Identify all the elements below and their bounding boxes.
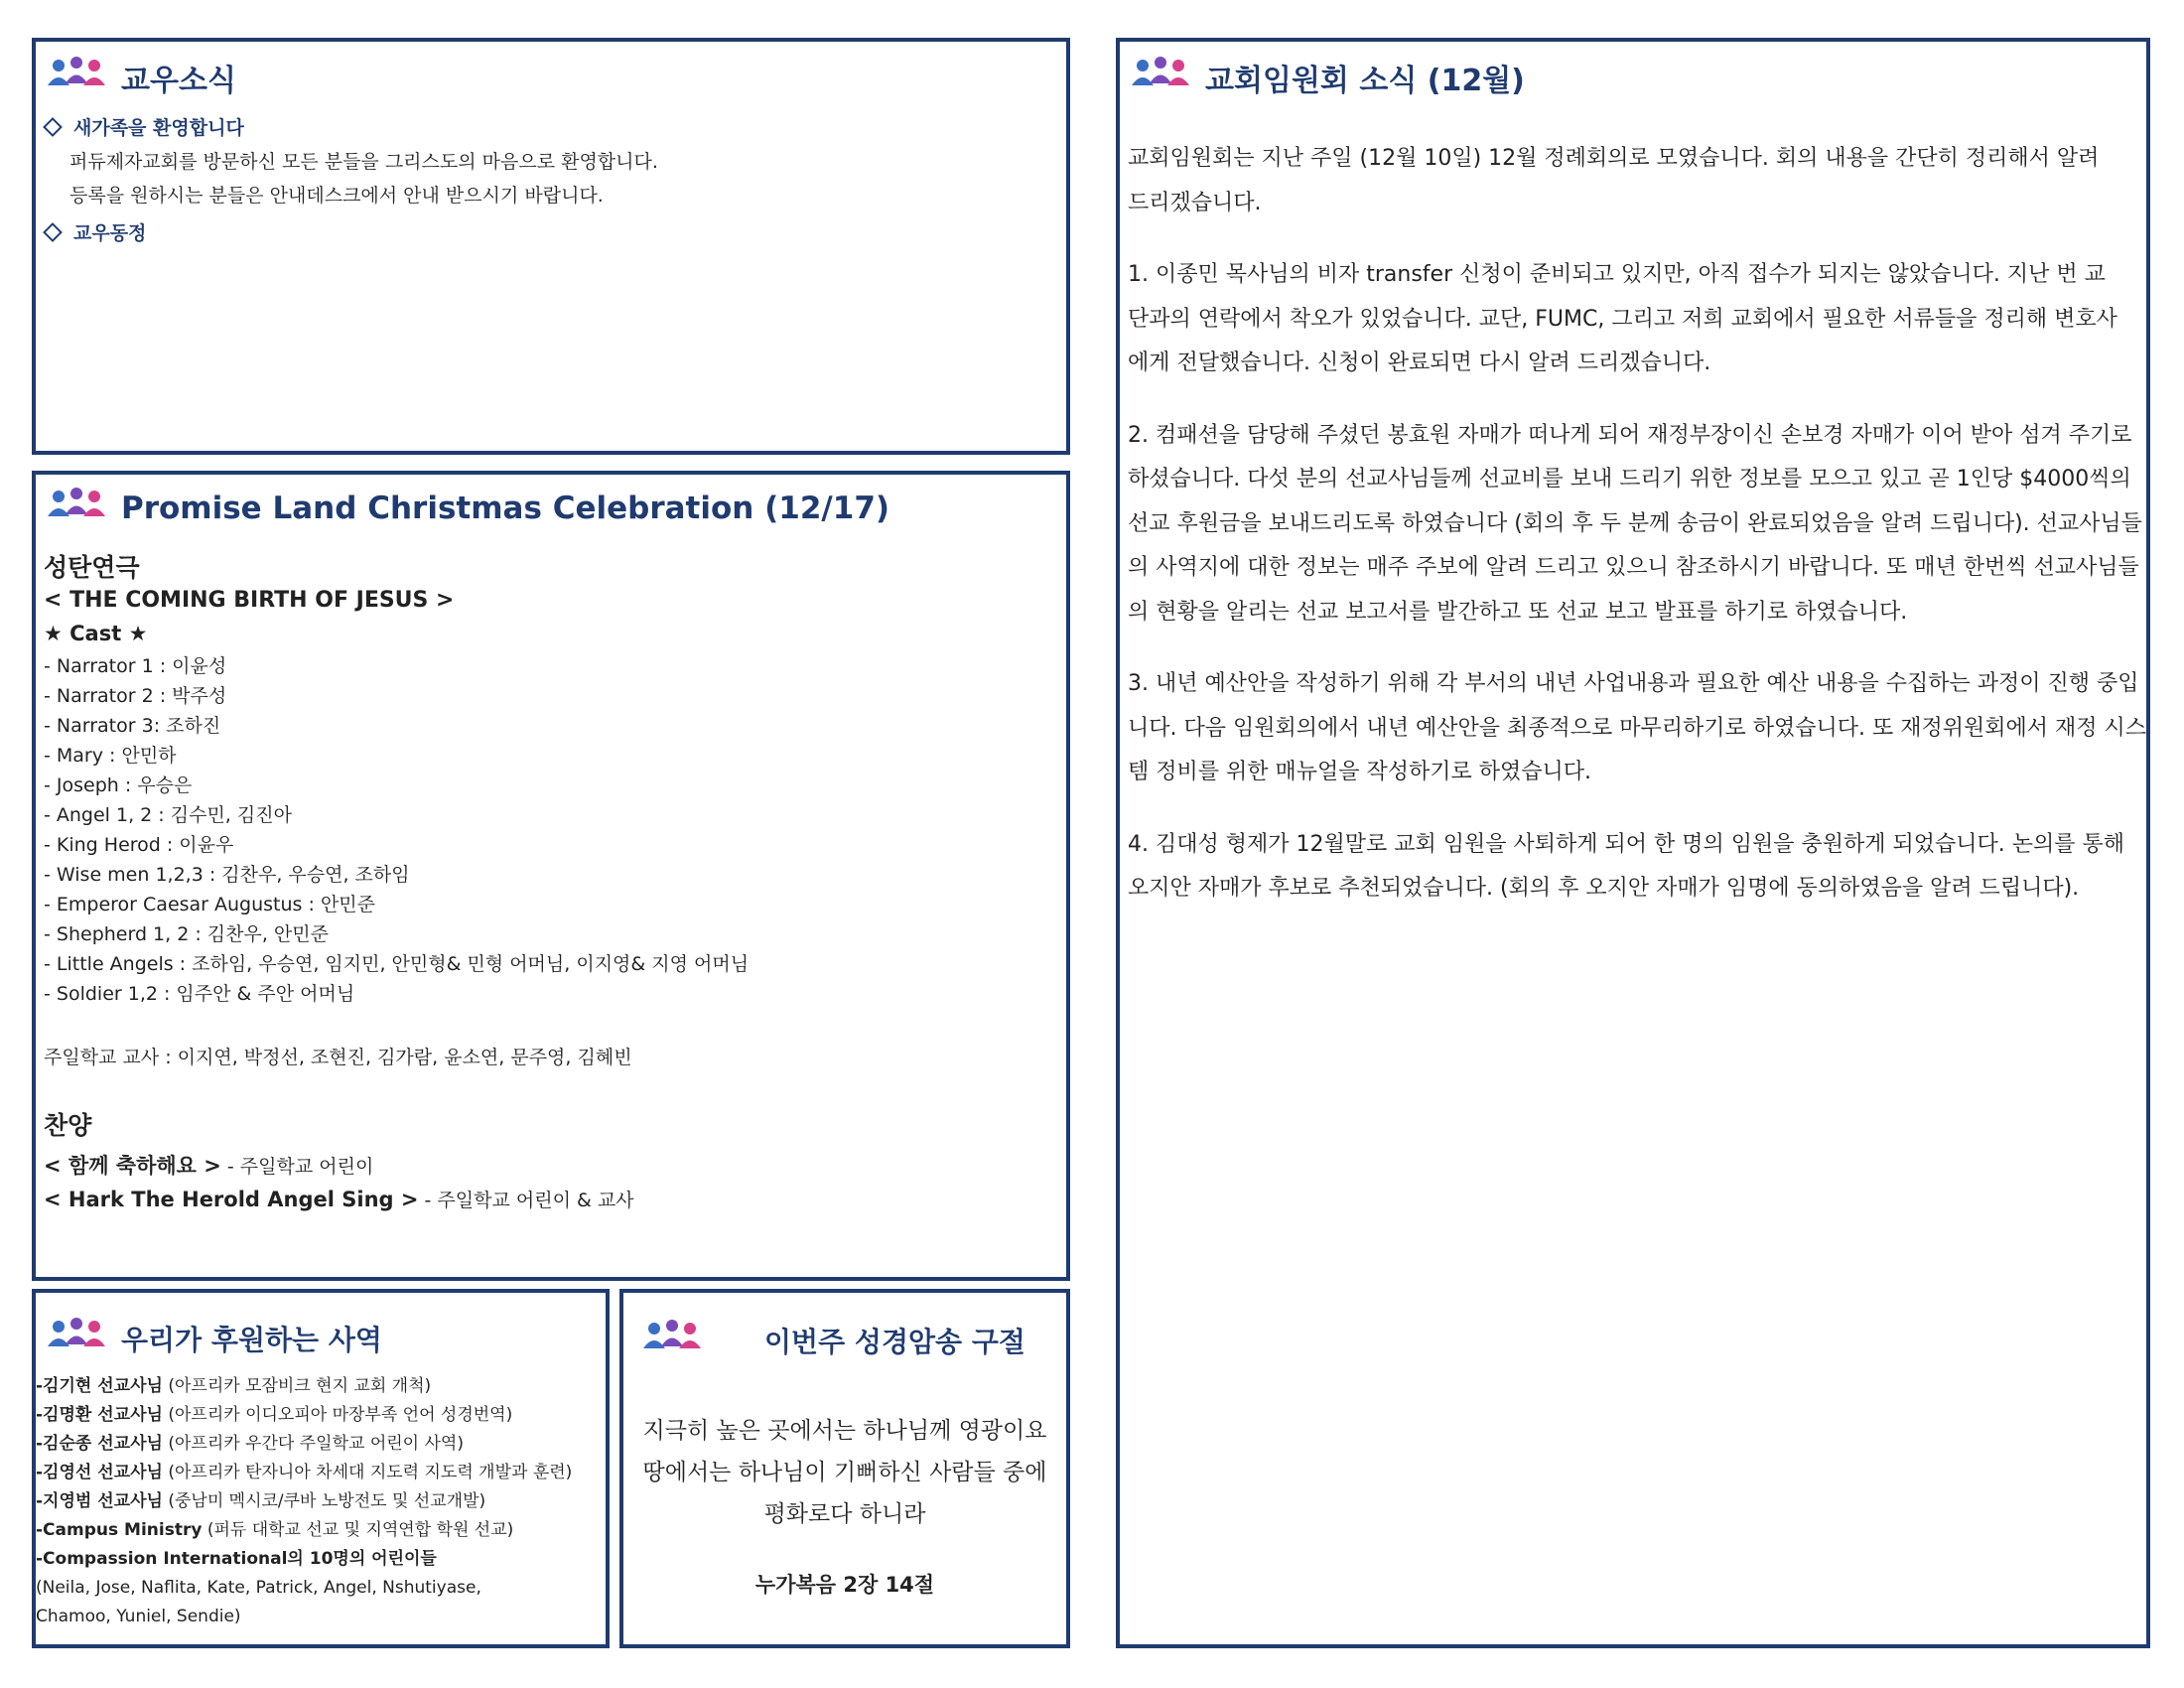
mission-desc: (중남미 멕시코/쿠바 노방전도 및 선교개발) [162, 1491, 486, 1511]
council-paragraph [1128, 823, 2146, 912]
council-line: 에게 전달했습니다. 신청이 완료되면 다시 알려 드리겠습니다. [1128, 351, 1711, 375]
verse-line: 지극히 높은 곳에서는 하나님께 영광이요 [642, 1418, 1047, 1444]
missions-title-text: 우리가 후원하는 사역 [121, 1323, 382, 1356]
song-2-performer: - 주일학교 어린이 & 교사 [418, 1190, 634, 1211]
cast-item: - King Herod : 이윤우 [44, 834, 234, 856]
cast-list [44, 651, 749, 1009]
council-line: 단과의 연락에서 착오가 있었습니다. 교단, FUMC, 그리고 저희 교회에서 필요한 서류들을 정리해 변호사 [1128, 306, 2117, 332]
council-line: 2. 컴패션을 담당해 주셨던 봉효원 자매가 떠나게 되어 재정부장이신 손보경 자매가 이어 받아 섬겨 주기로 [1128, 422, 2132, 448]
council-line: 의 현황을 알리는 선교 보고서를 발간하고 또 선교 보고 발표를 하기로 하였습니다. [1128, 599, 1908, 625]
council-line: 드리겠습니다. [1128, 190, 1262, 215]
cast-item: - Shepherd 1, 2 : 김찬우, 안민준 [44, 923, 329, 945]
member-status-heading [42, 218, 146, 245]
mission-name: -김기현 선교사님 [36, 1376, 163, 1396]
mission-desc: (퍼듀 대학교 선교 및 지역연합 학원 선교) [202, 1520, 514, 1540]
cast-item: - Soldier 1,2 : 임주안 & 주안 어머님 [44, 983, 355, 1005]
mission-name: -김영선 선교사님 [36, 1463, 163, 1482]
council-line: 1. 이종민 목사님의 비자 transfer 신청이 준비되고 있지만, 아직 접수가 되지는 않았습니다. 지난 번 교 [1128, 262, 2106, 287]
people-group-logo-icon [46, 487, 109, 530]
cast-item: - Emperor Caesar Augustus : 안민준 [44, 894, 375, 915]
council-line: 교회임원회는 지난 주일 (12월 10일) 12월 정례회의로 모였습니다. 회의 내용을 간단히 정리해서 알려 [1128, 146, 2100, 171]
christmas-title [46, 487, 889, 530]
mission-desc: (아프리카 모잠비크 현지 교회 개척) [162, 1376, 432, 1396]
diamond-bullet-icon [43, 117, 63, 137]
song-1-title: < 함께 축하해요 > [44, 1154, 221, 1178]
song-1 [44, 1150, 373, 1180]
mission-desc: (아프리카 탄자니아 차세대 지도력 지도력 개발과 훈련) [162, 1463, 573, 1482]
verse-text [623, 1410, 1066, 1535]
council-paragraph [1128, 253, 2146, 386]
cast-item: - Narrator 1 : 이윤성 [44, 655, 227, 677]
church-news-box [32, 38, 1070, 455]
mission-name: -김순종 선교사님 [36, 1434, 163, 1454]
people-group-logo-icon [641, 1319, 705, 1361]
cast-item: - Little Angels : 조하임, 우승연, 임지민, 안민형& 민형 어머님, 이지영& 지영 어머님 [44, 953, 750, 975]
teachers-line: 주일학교 교사 : 이지연, 박정선, 조현진, 김가람, 윤소연, 문주영, 김혜빈 [44, 1047, 632, 1068]
welcome-line: 등록을 원하시는 분들은 안내데스크에서 안내 받으시기 바랍니다. [69, 185, 604, 207]
cast-item: - Angel 1, 2 : 김수민, 김진아 [44, 804, 292, 826]
council-line: 오지안 자매가 후보로 추천되었습니다. (회의 후 오지안 자매가 임명에 동의하였음을 알려 드립니다). [1128, 876, 2080, 901]
song-1-performer: - 주일학교 어린이 [220, 1156, 374, 1178]
mission-item [36, 1459, 572, 1487]
mission-item [36, 1516, 572, 1545]
council-box [1116, 38, 2150, 1648]
welcome-heading-text: 새가족을 환영합니다 [73, 117, 244, 139]
verse-title-text: 이번주 성경암송 구절 [764, 1325, 1025, 1358]
cast-item: - Mary : 안민하 [44, 745, 177, 767]
verse-title [641, 1319, 1025, 1361]
council-paragraph [1128, 414, 2146, 635]
christmas-box [32, 471, 1070, 1281]
cast-item: - Narrator 3: 조하진 [44, 715, 221, 737]
song-2-title: < Hark The Herold Angel Sing > [44, 1188, 419, 1211]
council-line: 템 정비를 위한 매뉴얼을 작성하기로 하였습니다. [1128, 760, 1592, 784]
verse-line: 땅에서는 하나님이 기뻐하신 사람들 중에 [642, 1460, 1047, 1485]
council-line: 선교 후원금을 보내드리도록 하였습니다 (회의 후 두 분께 송금이 완료되었음을 알려 드립니다). 선교사님들 [1128, 510, 2142, 536]
church-news-title [46, 56, 236, 99]
council-body [1128, 137, 2146, 939]
people-group-logo-icon [46, 1317, 109, 1359]
mission-name: -지영범 선교사님 [36, 1491, 163, 1511]
church-news-title-text: 교우소식 [121, 64, 236, 98]
verse-reference: 누가복음 2장 14절 [754, 1573, 935, 1597]
people-group-logo-icon [46, 56, 109, 99]
welcome-line: 퍼듀제자교회를 방문하신 모든 분들을 그리스도의 마음으로 환영합니다. [69, 151, 658, 173]
missions-box [32, 1289, 610, 1648]
drama-heading: 성탄연극 [44, 553, 140, 582]
song-2 [44, 1186, 634, 1212]
council-title-text: 교회임원회 소식 (12월) [1205, 64, 1525, 98]
compassion-children: (Neila, Jose, Naflita, Kate, Patrick, Angel, Nshutiyase, [36, 1578, 481, 1598]
play-title: < THE COMING BIRTH OF JESUS > [44, 588, 455, 613]
verse-box [619, 1289, 1070, 1648]
mission-name: -김명환 선교사님 [36, 1405, 163, 1425]
member-status-heading-text: 교우동정 [73, 222, 147, 244]
mission-item [36, 1401, 572, 1430]
cast-item: - Wise men 1,2,3 : 김찬우, 우승연, 조하임 [44, 864, 410, 886]
diamond-bullet-icon [43, 222, 63, 242]
missions-list [36, 1372, 572, 1631]
council-line: 3. 내년 예산안을 작성하기 위해 각 부서의 내년 사업내용과 필요한 예산 내용을 수집하는 과정이 진행 중입 [1128, 671, 2139, 696]
verse-line: 평화로다 하니라 [763, 1501, 926, 1527]
praise-heading: 찬양 [44, 1111, 92, 1140]
compassion-children: Chamoo, Yuniel, Sendie) [36, 1607, 241, 1626]
council-title [1130, 56, 1525, 99]
council-line: 의 사역지에 대한 정보는 매주 주보에 알려 드리고 있으니 참조하시기 바랍니다. 또 매년 한번씩 선교사님들 [1128, 555, 2139, 580]
cast-item: - Narrator 2 : 박주성 [44, 685, 227, 707]
council-line: 4. 김대성 형제가 12월말로 교회 임원을 사퇴하게 되어 한 명의 임원을 충원하게 되었습니다. 논의를 통해 [1128, 831, 2124, 857]
christmas-title-text: Promise Land Christmas Celebration (12/17) [121, 491, 890, 526]
cast-heading: ★ Cast ★ [44, 622, 148, 645]
mission-item [36, 1430, 572, 1459]
missions-title [46, 1317, 382, 1359]
council-line: 니다. 다음 임원회의에서 내년 예산안을 최종적으로 마무리하기로 하였습니다. 또 재정위원회에서 재정 시스 [1128, 715, 2147, 741]
council-line: 하셨습니다. 다섯 분의 선교사님들께 선교비를 보내 드리기 위한 정보를 모으고 있고 곧 1인당 $4000씩의 [1128, 467, 2131, 492]
cast-item: - Joseph : 우승은 [44, 774, 193, 796]
welcome-text [69, 145, 658, 212]
mission-item [36, 1372, 572, 1401]
mission-item [36, 1487, 572, 1516]
council-paragraph [1128, 137, 2146, 225]
mission-name: -Compassion International의 10명의 어린이들 [36, 1549, 437, 1569]
mission-item [36, 1545, 572, 1574]
welcome-heading [42, 113, 244, 140]
council-paragraph [1128, 662, 2146, 795]
mission-desc: (아프리카 이디오피아 마장부족 언어 성경번역) [162, 1405, 513, 1425]
people-group-logo-icon [1130, 56, 1193, 99]
mission-name: -Campus Ministry [36, 1520, 203, 1540]
mission-desc: (아프리카 우간다 주일학교 어린이 사역) [162, 1434, 464, 1454]
